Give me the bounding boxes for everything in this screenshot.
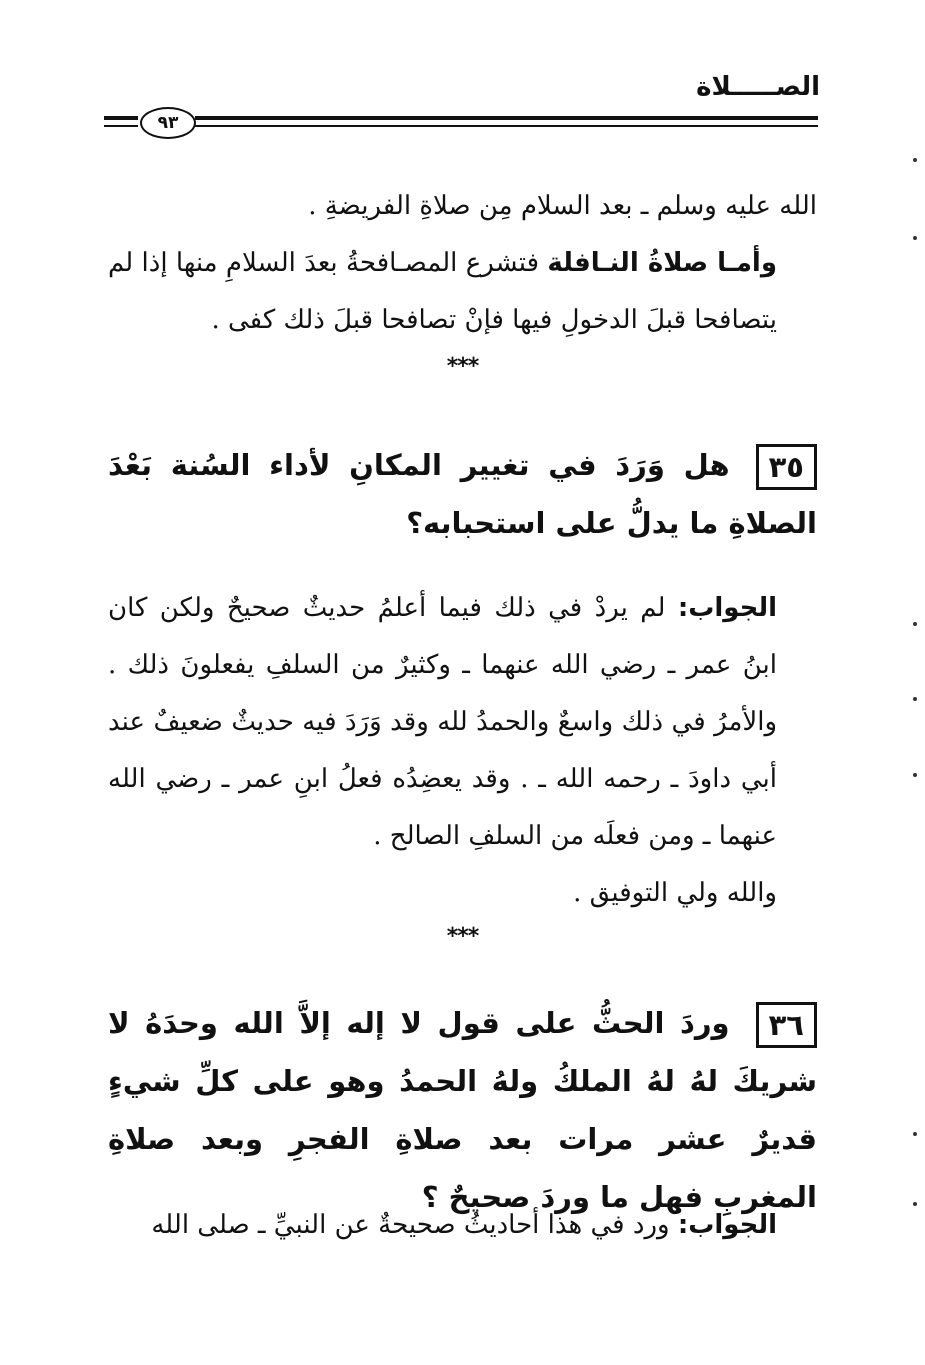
answer-lead: الجواب: — [677, 1210, 777, 1240]
answer-text: لم يردْ في ذلك فيما أعلمُ حديثٌ صحيحٌ ولكن كان ابنُ عمر ـ رضي الله عنهما ـ وكثيرٌ من السلفِ يفعلونَ ذلك . والأمرُ في ذلك واسعٌ والحمدُ لله وقد وَرَدَ فيه حديثٌ ضعيفٌ عند أبي داودَ ـ رحمه الله ـ . وقد يعضِدُه فعلُ ابنِ عمر ـ رضي الله عنهما ـ ومن فعلَه من السلفِ الصالح . — [108, 593, 777, 851]
margin-mark — [913, 1132, 917, 1136]
header-rule — [195, 116, 818, 127]
question-number-box: ٣٦ — [756, 1002, 817, 1048]
answer-35 — [108, 580, 817, 922]
margin-mark — [913, 697, 917, 701]
margin-mark — [913, 158, 917, 162]
running-title: الصـــــلاة — [696, 72, 820, 102]
margin-mark — [913, 236, 917, 240]
intro-line-1: الله عليه وسلم ـ بعد السلام مِن صلاةِ الفريضةِ . — [308, 191, 817, 221]
intro-rest: فتشرع المصـافحةُ بعدَ السلامِ منها إذا لم يتصافحا قبلَ الدخولِ فيها فإنْ تصافحا قبلَ ذلك كفى . — [108, 248, 777, 335]
margin-mark — [913, 773, 917, 777]
answer-text: ورد في هذا أحاديثُ صحيحةٌ عن النبيِّ ـ صلى الله — [151, 1210, 678, 1240]
answer-closing: والله ولي التوفيق . — [573, 878, 777, 908]
separator-stars: *** — [446, 354, 479, 379]
page-number: ٩٣ — [140, 107, 196, 139]
answer-paragraph — [108, 580, 817, 865]
intro-paragraph-2 — [108, 235, 817, 349]
separator-stars: *** — [446, 924, 479, 949]
header-rule-left — [104, 116, 138, 127]
answer-36 — [108, 1197, 817, 1254]
intro-lead: وأمـا صلاةُ النـافلة — [547, 248, 778, 278]
question-text: هل وَرَدَ في تغيير المكانِ لأداء السُنة بَعْدَ الصلاةِ ما يدلُّ على استحبابه؟ — [108, 448, 817, 540]
question-text: وردَ الحثُّ على قول لا إله إلاَّ الله وحدَهُ لا شريكَ لهُ لهُ الملكُ ولهُ الحمدُ وهو على كلِّ شيءٍ قديرٌ عشر مرات بعد صلاةِ الفجرِ وبعد صلاةِ المغربِ فهل ما وردَ صحيحٌ ؟ — [108, 1006, 817, 1214]
margin-mark — [913, 622, 917, 626]
answer-lead: الجواب: — [677, 593, 777, 623]
question-36 — [108, 994, 817, 1226]
question-35 — [108, 436, 817, 552]
answer-paragraph — [108, 1197, 817, 1254]
margin-mark — [913, 1202, 917, 1206]
intro-paragraph — [108, 178, 817, 349]
question-number-box: ٣٥ — [756, 444, 817, 490]
